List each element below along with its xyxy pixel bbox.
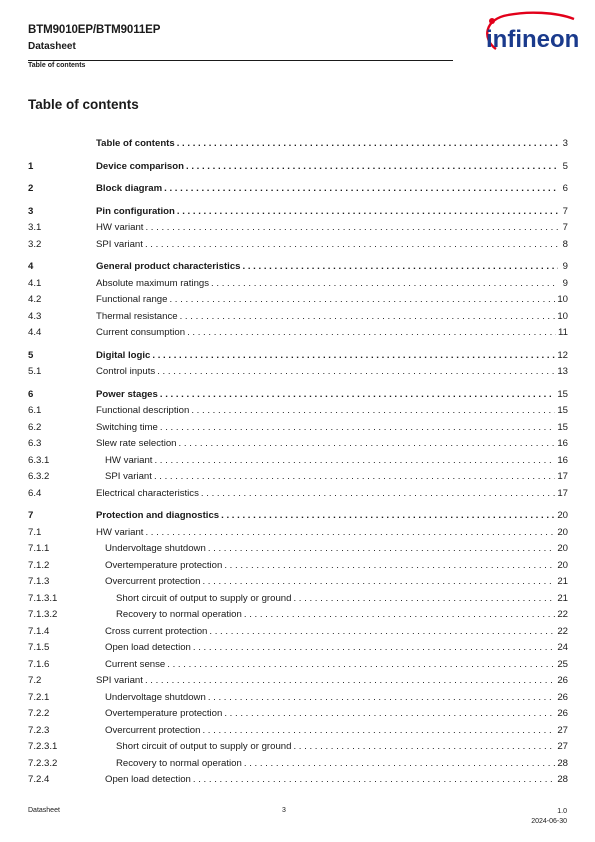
toc-entry[interactable] <box>28 204 568 220</box>
toc-entry-title[interactable]: Current consumption <box>96 327 186 338</box>
toc-entry[interactable] <box>28 237 568 253</box>
toc-entry-number: 4.4 <box>28 327 42 338</box>
toc-dot-leader <box>202 574 555 590</box>
toc-entry-title[interactable]: Block diagram <box>96 183 163 194</box>
toc-entry-title[interactable]: Overtemperature protection <box>105 559 223 571</box>
toc-entry-page[interactable]: 6 <box>562 183 568 194</box>
toc-entry-number: 7.2 <box>28 675 42 686</box>
toc-entry-title[interactable]: General product characteristics <box>96 261 241 272</box>
toc-dot-leader <box>180 309 556 325</box>
toc-entry-number: 7.1.6 <box>28 658 50 670</box>
toc-entry-title[interactable]: Open load detection <box>105 642 191 653</box>
toc-entry-page[interactable]: 28 <box>557 757 568 769</box>
page-heading: Table of contents <box>28 97 139 112</box>
toc-entry[interactable] <box>28 469 568 485</box>
toc-entry[interactable] <box>28 220 568 236</box>
toc-dot-leader <box>169 292 555 308</box>
toc-dot-leader <box>152 348 555 364</box>
header-title: BTM9010EP/BTM9011EP <box>28 24 161 36</box>
toc-entry[interactable] <box>28 756 568 772</box>
toc-entry-page[interactable]: 7 <box>562 222 568 233</box>
toc-entry-page[interactable]: 22 <box>557 609 568 620</box>
toc-entry-title[interactable]: Absolute maximum ratings <box>96 277 210 289</box>
toc-entry-title[interactable]: Table of contents <box>96 138 175 149</box>
footer-version: 1.0 <box>557 808 567 815</box>
toc-entry-number: 5.1 <box>28 366 42 377</box>
toc-entry[interactable] <box>28 325 568 341</box>
toc-entry-page[interactable]: 20 <box>557 543 568 554</box>
toc-entry-number: 2 <box>28 183 34 194</box>
toc-entry-title[interactable]: Current sense <box>105 658 166 670</box>
toc-entry[interactable] <box>28 624 568 640</box>
toc-entry-title[interactable]: Cross current protection <box>105 625 208 637</box>
toc-entry-title[interactable]: Power stages <box>96 388 158 400</box>
toc-entry[interactable] <box>28 690 568 706</box>
toc-entry[interactable] <box>28 723 568 739</box>
toc-entry[interactable] <box>28 525 568 541</box>
toc-entry-title[interactable]: Protection and diagnostics <box>96 510 220 521</box>
toc-entry-number: 6.2 <box>28 421 42 433</box>
toc-entry-page[interactable]: 25 <box>557 658 568 670</box>
toc-entry-title[interactable]: Slew rate selection <box>96 438 177 449</box>
toc-dot-leader <box>209 624 555 640</box>
toc-entry-title[interactable]: Overcurrent protection <box>105 576 201 587</box>
toc-dot-leader <box>145 237 558 253</box>
toc-dot-leader <box>167 657 555 673</box>
toc-entry[interactable] <box>28 309 568 325</box>
toc-dot-leader <box>208 541 556 557</box>
toc-dot-leader <box>186 159 558 175</box>
toc-entry-title[interactable]: Recovery to normal operation <box>116 609 242 620</box>
toc-entry-title[interactable]: Recovery to normal operation <box>116 757 242 769</box>
toc-dot-leader <box>154 469 555 485</box>
toc-entry-title[interactable]: SPI variant <box>96 238 143 250</box>
toc-entry-title[interactable]: HW variant <box>105 454 153 466</box>
toc-entry[interactable] <box>28 508 568 524</box>
toc-entry[interactable] <box>28 364 568 380</box>
toc-entry-page[interactable]: 11 <box>558 327 568 338</box>
toc-entry-number: 7.1.5 <box>28 642 50 653</box>
toc-dot-leader <box>244 756 555 772</box>
toc-entry-number: 7.2.3.2 <box>28 757 58 769</box>
toc-dot-leader <box>160 387 555 403</box>
toc-dot-leader <box>221 508 555 524</box>
toc-entry-number: 7.1.1 <box>28 543 50 554</box>
toc-entry-title[interactable]: Switching time <box>96 421 158 433</box>
toc-dot-leader <box>193 640 555 656</box>
toc-dot-leader <box>187 325 556 341</box>
toc-dot-leader <box>224 706 555 722</box>
toc-entry-page[interactable]: 7 <box>562 205 568 217</box>
toc-entry[interactable] <box>28 657 568 673</box>
toc-entry-number: 7.1.3.1 <box>28 592 58 604</box>
toc-entry[interactable] <box>28 292 568 308</box>
toc-entry-number: 1 <box>28 160 34 172</box>
toc-dot-leader <box>293 739 555 755</box>
toc-entry-page[interactable]: 21 <box>557 576 568 587</box>
toc-entry-number: 4 <box>28 261 34 272</box>
toc-entry-number: 3 <box>28 205 34 217</box>
toc-entry-title[interactable]: Functional description <box>96 405 190 416</box>
toc-entry-number: 7.1 <box>28 526 42 538</box>
toc-entry[interactable] <box>28 453 568 469</box>
toc-dot-leader <box>193 772 555 788</box>
toc-entry[interactable] <box>28 640 568 656</box>
toc-entry-page[interactable]: 27 <box>557 741 568 752</box>
toc-entry-page[interactable]: 27 <box>557 724 568 736</box>
toc-entry-page[interactable]: 17 <box>557 471 568 482</box>
toc-entry-number: 4.1 <box>28 277 42 289</box>
toc-dot-leader <box>243 259 559 275</box>
toc-dot-leader <box>293 591 555 607</box>
toc-entry-title[interactable]: SPI variant <box>105 471 152 482</box>
toc-entry-title[interactable]: Overtemperature protection <box>105 708 223 719</box>
toc-entry[interactable] <box>28 673 568 689</box>
toc-entry-number: 7.2.3.1 <box>28 741 58 752</box>
toc-entry[interactable] <box>28 558 568 574</box>
toc-dot-leader <box>177 136 558 152</box>
toc-entry[interactable] <box>28 136 568 152</box>
toc-entry-title[interactable]: Thermal resistance <box>96 310 178 322</box>
toc-entry-title[interactable]: Digital logic <box>96 349 151 361</box>
toc-entry-title[interactable]: Pin configuration <box>96 205 175 217</box>
footer-page-number: 3 <box>282 807 286 814</box>
toc-entry-title[interactable]: SPI variant <box>96 675 143 686</box>
toc-entry-page[interactable]: 17 <box>557 487 568 499</box>
toc-entry-title[interactable]: Short circuit of output to supply or ground <box>116 592 292 604</box>
toc-entry-page[interactable]: 28 <box>557 774 568 785</box>
toc-entry-title[interactable]: Control inputs <box>96 366 156 377</box>
toc-entry-number: 7.1.4 <box>28 625 50 637</box>
logo-text: infineon <box>486 26 580 53</box>
toc-entry-number: 7 <box>28 510 34 521</box>
toc-entry-title[interactable]: Undervoltage shutdown <box>105 543 206 554</box>
toc-entry-page[interactable]: 21 <box>557 592 568 604</box>
toc-entry-page[interactable]: 5 <box>562 160 568 172</box>
toc-entry-page[interactable]: 26 <box>557 691 568 703</box>
toc-entry-title[interactable]: HW variant <box>96 222 144 233</box>
toc-entry[interactable] <box>28 591 568 607</box>
toc-dot-leader <box>202 723 555 739</box>
toc-dot-leader <box>244 607 555 623</box>
header-rule <box>28 60 453 61</box>
toc-entry-page[interactable]: 10 <box>557 310 568 322</box>
toc-entry-number: 6 <box>28 388 34 400</box>
toc-entry[interactable] <box>28 159 568 175</box>
toc-entry-page[interactable]: 16 <box>557 454 568 466</box>
toc-entry-page[interactable]: 20 <box>557 510 568 521</box>
toc-entry-page[interactable]: 3 <box>562 138 568 149</box>
toc-entry-page[interactable]: 26 <box>557 708 568 719</box>
toc-dot-leader <box>154 453 555 469</box>
toc-dot-leader <box>211 276 558 292</box>
toc-entry-page[interactable]: 10 <box>557 294 568 305</box>
toc-entry-title[interactable]: Functional range <box>96 294 168 305</box>
toc-entry-title[interactable]: Overcurrent protection <box>105 724 201 736</box>
toc-entry-number: 7.2.4 <box>28 774 50 785</box>
toc-dot-leader <box>160 420 555 436</box>
toc-entry-page[interactable]: 12 <box>557 349 568 361</box>
toc-entry-number: 7.2.1 <box>28 691 50 703</box>
toc-entry-number: 3.1 <box>28 222 42 233</box>
toc-entry-title[interactable]: Device comparison <box>96 160 184 172</box>
toc-entry[interactable] <box>28 420 568 436</box>
toc-entry-page[interactable]: 24 <box>557 642 568 653</box>
toc-entry[interactable] <box>28 574 568 590</box>
toc-entry-number: 6.4 <box>28 487 42 499</box>
toc-entry[interactable] <box>28 739 568 755</box>
footer-date: 2024-06-30 <box>531 818 567 825</box>
toc-entry-number: 6.3.1 <box>28 454 50 466</box>
toc-entry-page[interactable]: 9 <box>562 261 568 272</box>
toc-dot-leader <box>157 364 555 380</box>
toc-dot-leader <box>145 525 555 541</box>
toc-entry-number: 7.1.3 <box>28 576 50 587</box>
toc-dot-leader <box>164 181 558 197</box>
footer-left: Datasheet <box>28 807 60 814</box>
toc-entry-number: 5 <box>28 349 34 361</box>
toc-entry-number: 7.1.3.2 <box>28 609 58 620</box>
toc-entry[interactable] <box>28 403 568 419</box>
logo-dot <box>489 18 495 24</box>
toc-entry-number: 7.2.3 <box>28 724 50 736</box>
toc-entry-title[interactable]: Short circuit of output to supply or ground <box>116 741 292 752</box>
toc-dot-leader <box>177 204 558 220</box>
toc-entry-number: 3.2 <box>28 238 42 250</box>
toc-dot-leader <box>201 486 555 502</box>
footer-right <box>531 807 567 827</box>
toc-entry-page[interactable]: 8 <box>562 238 568 250</box>
toc-entry-number: 7.1.2 <box>28 559 50 571</box>
toc-entry[interactable] <box>28 541 568 557</box>
toc-entry-page[interactable]: 16 <box>557 438 568 449</box>
toc-entry-number: 4.2 <box>28 294 42 305</box>
toc-entry-title[interactable]: Electrical characteristics <box>96 487 199 499</box>
toc-entry-number: 6.3 <box>28 438 42 449</box>
header-subtitle: Datasheet <box>28 41 76 52</box>
toc-entry-number: 4.3 <box>28 310 42 322</box>
toc-entry[interactable] <box>28 436 568 452</box>
toc-entry[interactable] <box>28 607 568 623</box>
toc-entry-page[interactable]: 20 <box>557 526 568 538</box>
toc-entry[interactable] <box>28 772 568 788</box>
toc-dot-leader <box>208 690 556 706</box>
toc-entry-number: 6.3.2 <box>28 471 50 482</box>
toc-entry-number: 7.2.2 <box>28 708 50 719</box>
toc-entry-title[interactable]: HW variant <box>96 526 144 538</box>
infineon-logo <box>478 9 588 63</box>
toc-entry-page[interactable]: 22 <box>557 625 568 637</box>
toc-entry[interactable] <box>28 387 568 403</box>
toc-dot-leader <box>179 436 556 452</box>
toc-entry-page[interactable]: 26 <box>557 675 568 686</box>
toc-entry[interactable] <box>28 486 568 502</box>
toc-entry-page[interactable]: 20 <box>557 559 568 571</box>
toc-dot-leader <box>191 403 555 419</box>
toc-entry-number: 6.1 <box>28 405 42 416</box>
toc-entry-page[interactable]: 15 <box>557 388 568 400</box>
toc-dot-leader <box>145 673 555 689</box>
toc-entry[interactable] <box>28 259 568 275</box>
toc-entry-page[interactable]: 15 <box>557 421 568 433</box>
toc-entry[interactable] <box>28 348 568 364</box>
header-section-label: Table of contents <box>28 62 86 69</box>
toc-dot-leader <box>224 558 555 574</box>
toc-entry[interactable] <box>28 276 568 292</box>
toc-entry[interactable] <box>28 706 568 722</box>
toc-entry-title[interactable]: Open load detection <box>105 774 191 785</box>
toc-entry[interactable] <box>28 181 568 197</box>
toc-dot-leader <box>145 220 558 236</box>
toc-entry-page[interactable]: 15 <box>557 405 568 416</box>
toc-entry-title[interactable]: Undervoltage shutdown <box>105 691 206 703</box>
toc-entry-page[interactable]: 13 <box>557 366 568 377</box>
toc-entry-page[interactable]: 9 <box>562 277 568 289</box>
